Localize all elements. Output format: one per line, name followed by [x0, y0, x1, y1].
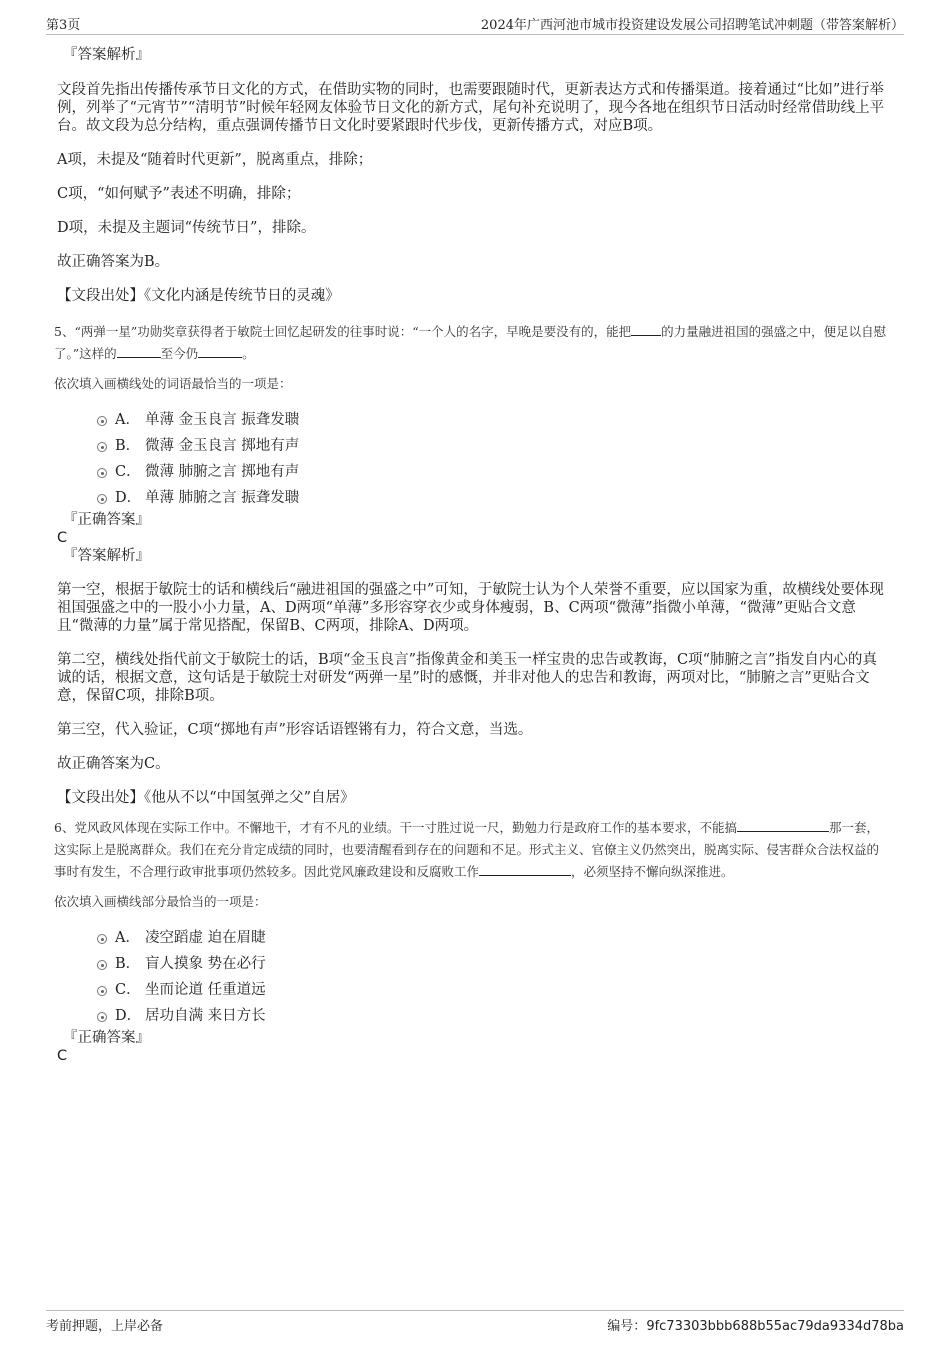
q5-analysis-paragraph: 第一空，根据于敏院士的话和横线后“融进祖国的强盛之中”可知，于敏院士认为个人荣誉不重要，应以国家为重，故横线处要体现祖国强盛之中的一股小小力量，A、D两项“单薄”多形容穿衣少或身体瘦弱，B、C两项“微薄”指微小单薄，“微薄”更贴合文意且“微薄的力量”属于常见搭配，保留B、C两项，排除A、D两项。	[57, 582, 884, 634]
q6-option-d[interactable]: D． 居功自满 来日方长	[57, 1003, 887, 1029]
radio-button[interactable]	[97, 960, 107, 970]
q6-option-a[interactable]: A． 凌空蹈虚 迫在眉睫	[57, 925, 887, 951]
q5-analysis-label: 『答案解析』	[63, 548, 150, 564]
q6-stem: 6、党风政风体现在实际工作中。不懈地干，才有不凡的业绩。干一寸胜过说一尺，勤勉力行是政府工作的基本要求，不能搞 那一套，这实际上是脱离群众。我们在充分肯定成绩的同时，也要清醒看到存在的问题和不足。形式主义、官僚主义仍然突出，脱离实际、侵害群众合法权益的事时有发生，不合理行政审批事项仍然较多。因此党风廉政建设和反腐败工作 ，必须坚持不懈向纵深推进。	[54, 820, 880, 879]
q5-analysis-paragraph: 第三空，代入验证，C项“掷地有声”形容话语铿锵有力，符合文意，当选。	[57, 722, 533, 738]
q6-prompt: 依次填入画横线部分最恰当的一项是：	[54, 894, 267, 909]
document-title: 2024年广西河池市城市投资建设发展公司招聘笔试冲刺题（带答案解析）	[480, 18, 904, 33]
radio-button[interactable]	[97, 468, 107, 478]
fill-blank	[117, 345, 161, 358]
radio-button[interactable]	[97, 442, 107, 452]
q4-conclusion: 故正确答案为B。	[57, 254, 170, 270]
q5-options	[57, 407, 887, 511]
q5-conclusion: 故正确答案为C。	[57, 756, 170, 772]
q5-source	[57, 789, 887, 807]
q5-option-b[interactable]: B． 微薄 金玉良言 掷地有声	[57, 433, 887, 459]
q4-analysis-paragraph: D项，未提及主题词“传统节日”，排除。	[57, 220, 316, 236]
footer-slogan: 考前押题，上岸必备	[46, 1319, 164, 1334]
q6-answer: C	[57, 1048, 68, 1064]
q5-analysis-paragraph: 第二空，横线处指代前文于敏院士的话，B项“金玉良言”指像黄金和美玉一样宝贵的忠告或教诲，C项“肺腑之言”指发自内心的真诚的话，根据文意，这句话是于敏院士对研发“两弹一星”时的感慨，并非对他人的忠告和教诲，两项对比，“肺腑之言”更贴合文意，保留C项，排除B项。	[57, 652, 877, 704]
page-content	[54, 46, 887, 1065]
q6-options	[57, 925, 887, 1029]
page-footer	[46, 1310, 904, 1335]
document-code: 编号：9fc73303bbb688b55ac79da9334d78ba	[607, 1319, 904, 1334]
radio-button[interactable]	[97, 1012, 107, 1022]
radio-button[interactable]	[97, 494, 107, 504]
q5-prompt: 依次填入画横线处的词语最恰当的一项是：	[54, 376, 292, 391]
q4-analysis-paragraph: C项，“如何赋予”表述不明确，排除；	[57, 186, 301, 202]
q6-option-c[interactable]: C． 坐而论道 任重道远	[57, 977, 887, 1003]
q5-stem: 5、“两弹一星”功勋奖章获得者于敏院士回忆起研发的往事时说：“一个人的名字，早晚是要没有的，能把 的力量融进祖国的强盛之中，便足以自慰了。”这样的 至今仍 。	[54, 324, 887, 361]
source-label: 【文段出处】	[57, 288, 144, 304]
q4-analysis-paragraph: 文段首先指出传播传承节日文化的方式，在借助实物的同时，也需要跟随时代，更新表达方式和传播渠道。接着通过“比如”进行举例，列举了“元宵节”“清明节”时候年轻网友体验节日文化的新方式，尾句补充说明了，现今各地在组织节日活动时经常借助线上平台。故文段为总分结构，重点强调传播节日文化时要紧跟时代步伐，更新传播方式，对应B项。	[57, 82, 885, 134]
page-number: 第3页	[46, 18, 81, 33]
q4-source	[57, 287, 887, 305]
q5-answer-label: 『正确答案』	[63, 512, 150, 528]
q4-analysis-label: 『答案解析』	[63, 47, 150, 63]
source-label: 【文段出处】	[57, 790, 144, 806]
q5-option-c[interactable]: C． 微薄 肺腑之言 掷地有声	[57, 459, 887, 485]
radio-button[interactable]	[97, 934, 107, 944]
fill-blank	[198, 345, 242, 358]
fill-blank	[631, 323, 661, 336]
radio-button[interactable]	[97, 986, 107, 996]
source-title: 《文化内涵是传统节日的灵魂》	[144, 288, 340, 304]
q5-option-d[interactable]: D． 单薄 肺腑之言 振聋发聩	[57, 485, 887, 511]
fill-blank	[479, 863, 571, 876]
page-header	[46, 12, 904, 35]
source-title: 《他从不以“中国氢弹之父”自居》	[144, 790, 355, 806]
radio-button[interactable]	[97, 416, 107, 426]
q5-option-a[interactable]: A． 单薄 金玉良言 振聋发聩	[57, 407, 887, 433]
q4-analysis-paragraph: A项，未提及“随着时代更新”，脱离重点，排除；	[57, 152, 373, 168]
q6-option-b[interactable]: B． 盲人摸象 势在必行	[57, 951, 887, 977]
q6-answer-label: 『正确答案』	[63, 1030, 150, 1046]
q5-answer: C	[57, 530, 68, 546]
fill-blank	[737, 819, 829, 832]
